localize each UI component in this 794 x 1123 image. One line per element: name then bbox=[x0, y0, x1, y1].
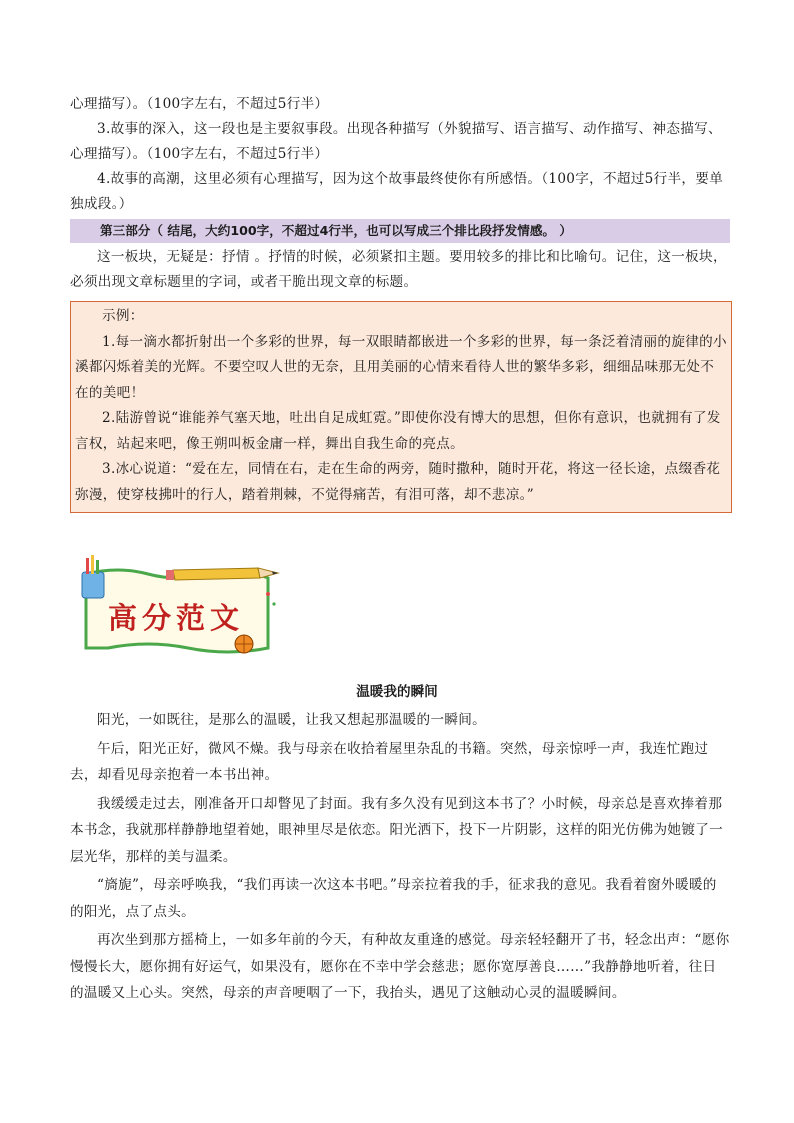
guide-line: 心理描写）。（100字左右，不超过5行半） bbox=[70, 96, 329, 112]
essay-paragraph: 再次坐到那方摇椅上，一如多年前的今天，有种故友重逢的感觉。母亲轻轻翻开了书，轻念出声：“愿你慢慢长大，愿你拥有好运气，如果没有，愿你在不幸中学会慈悲；愿你宽厚善良……”我静静地听着，往日的温暖又上心头。突然，母亲的声音哽咽了一下，我抬头，遇见了这触动心灵的温暖瞬间。 bbox=[70, 932, 730, 1001]
example-label: 示例： bbox=[102, 308, 144, 324]
example-2: 2.陆游曾说“谁能养气塞天地，吐出自足成虹霓。”即使你没有博大的思想，但你有意识，也就拥有了发言权，站起来吧，像王朔叫板金庸一样，舞出自我生命的亮点。 bbox=[75, 410, 721, 452]
part3-heading: 第三部分（ 结尾，大约100字，不超过4行半，也可以写成三个排比段抒发情感。 ） bbox=[70, 219, 730, 243]
guide-item-4: 4.故事的高潮，这里必须有心理描写，因为这个故事最终使你有所感悟。（100字，不超过5行半，要单独成段。） bbox=[70, 171, 724, 212]
essay-paragraph: 我缓缓走过去，刚准备开口却瞥见了封面。我有多久没有见到这本书了？小时候，母亲总是喜欢捧着那本书念，我就那样静静地望着她，眼神里尽是依恋。阳光洒下，投下一片阴影，这样的阳光仿佛为她镀了一层光华，那样的美与温柔。 bbox=[70, 795, 724, 865]
example-box bbox=[70, 301, 732, 513]
essay-paragraph: “旖旎”，母亲呼唤我，“我们再读一次这本书吧。”母亲拉着我的手，征求我的意见。我看着窗外暖暖的的阳光，点了点头。 bbox=[70, 877, 717, 920]
basketball-icon bbox=[235, 635, 253, 653]
guide-item-3: 3.故事的深入，这一段也是主要叙事段。出现各种描写（外貌描写、语言描写、动作描写、神态描写、心理描写）。（100字左右，不超过5行半） bbox=[70, 121, 722, 162]
example-3: 3.冰心说道：“爱在左，同情在右，走在生命的两旁，随时撒种，随时开花，将这一径长途，点缀香花弥漫，使穿枝拂叶的行人，踏着荆棘，不觉得痛苦，有泪可落，却不悲凉。” bbox=[75, 461, 721, 503]
essay-body bbox=[70, 707, 730, 1007]
essay-paragraph: 阳光，一如既往，是那么的温暖，让我又想起那温暖的一瞬间。 bbox=[97, 712, 487, 728]
essay-paragraph: 午后，阳光正好，微风不燥。我与母亲在收拾着屋里杂乱的书籍。突然，母亲惊呼一声，我连忙跑过去，却看见母亲抱着一本书出神。 bbox=[70, 740, 709, 783]
essay-title: 温暖我的瞬间 bbox=[356, 684, 438, 700]
pencil-cup-icon bbox=[82, 555, 104, 598]
logo-text: 高分范文 bbox=[108, 601, 245, 635]
high-score-essay-logo bbox=[78, 552, 283, 662]
guide-section bbox=[70, 92, 730, 513]
example-1: 1.每一滴水都折射出一个多彩的世界，每一双眼睛都嵌进一个多彩的世界，每一条泛着清丽的旋律的小溪都闪烁着美的光辉。不要空叹人世的无奈，且用美丽的心情来看待人世的繁华多彩，细细品味那无处不在的美吧！ bbox=[75, 333, 727, 401]
part3-body: 这一板块，无疑是：抒情 。抒情的时候，必须紧扣主题。要用较多的排比和比喻句。记住，这一板块，必须出现文章标题里的字词，或者干脆出现文章的标题。 bbox=[70, 249, 727, 290]
